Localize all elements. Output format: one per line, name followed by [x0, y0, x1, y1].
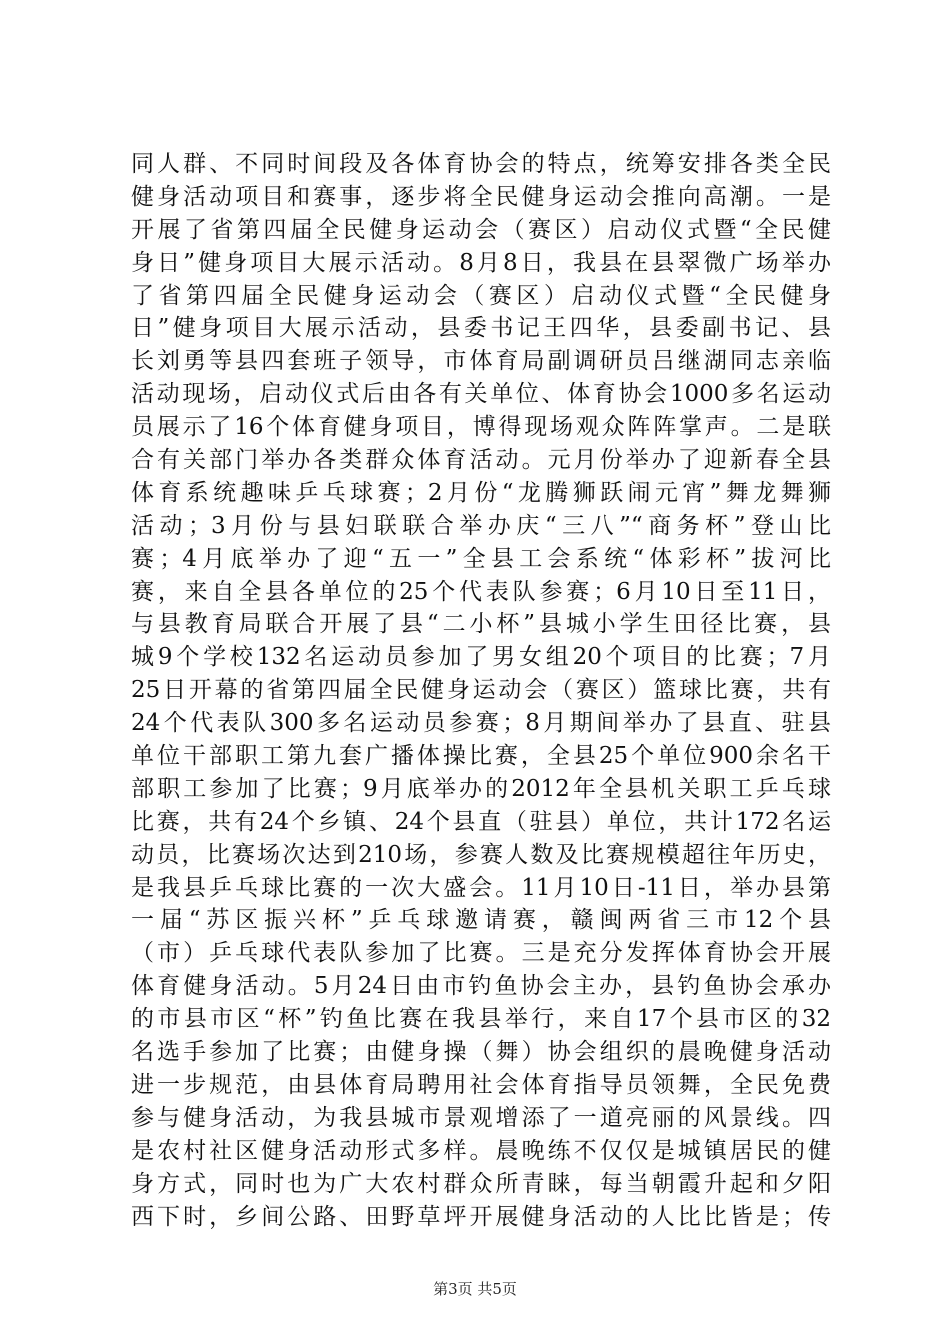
- body-paragraph: [131, 151, 831, 1236]
- text-line: 参与健身活动，为我县城市景观增添了一道亮丽的风景线。四: [131, 1104, 831, 1131]
- text-line: 单位干部职工第九套广播体操比赛，全县25个单位900余名干: [131, 743, 831, 770]
- text-line: 了省第四届全民健身运动会（赛区）启动仪式暨“全民健身: [131, 282, 831, 309]
- text-line: 日”健身项目大展示活动，县委书记王四华，县委副书记、县: [131, 315, 831, 342]
- text-line: 体育健身活动。5月24日由市钓鱼协会主办，县钓鱼协会承办: [131, 973, 831, 1000]
- text-line: 西下时，乡间公路、田野草坪开展健身活动的人比比皆是；传: [131, 1203, 831, 1230]
- text-line: 与县教育局联合开展了县“二小杯”县城小学生田径比赛，县: [131, 611, 831, 638]
- text-line: 员展示了16个体育健身项目，博得现场观众阵阵掌声。二是联: [131, 414, 831, 441]
- text-line: 合有关部门举办各类群众体育活动。元月份举办了迎新春全县: [131, 447, 831, 474]
- text-line: 健身活动项目和赛事，逐步将全民健身运动会推向高潮。一是: [131, 183, 831, 210]
- text-line: 体育系统趣味乒乓球赛；2月份“龙腾狮跃闹元宵”舞龙舞狮: [131, 479, 831, 506]
- page-footer: [0, 1278, 950, 1299]
- text-line: 名选手参加了比赛；由健身操（舞）协会组织的晨晚健身活动: [131, 1039, 831, 1066]
- text-line: 身日”健身项目大展示活动。8月8日，我县在县翠微广场举办: [131, 249, 831, 276]
- text-line: 部职工参加了比赛；9月底举办的2012年全县机关职工乒乓球: [131, 775, 831, 802]
- text-line: 同人群、不同时间段及各体育协会的特点，统筹安排各类全民: [131, 151, 831, 177]
- text-line: 是我县乒乓球比赛的一次大盛会。11月10日-11日，举办县第: [131, 874, 831, 901]
- text-line: 赛；4月底举办了迎“五一”全县工会系统“体彩杯”拔河比: [131, 545, 831, 572]
- text-line: 身方式，同时也为广大农村群众所青睐，每当朝霞升起和夕阳: [131, 1170, 831, 1197]
- text-line: 长刘勇等县四套班子领导，市体育局副调研员吕继湖同志亲临: [131, 348, 831, 375]
- text-line: 是农村社区健身活动形式多样。晨晚练不仅仅是城镇居民的健: [131, 1137, 831, 1164]
- text-line: 的市县市区“杯”钓鱼比赛在我县举行，来自17个县市区的32: [131, 1006, 831, 1033]
- page-number-label: 第3页 共5页: [433, 1280, 517, 1298]
- text-line: 活动现场，启动仪式后由各有关单位、体育协会1000多名运动: [131, 381, 831, 408]
- text-line: （市）乒乓球代表队参加了比赛。三是充分发挥体育协会开展: [131, 940, 831, 967]
- text-line: 一届“苏区振兴杯”乒乓球邀请赛，赣闽两省三市12个县: [131, 907, 831, 934]
- text-line: 动员，比赛场次达到210场，参赛人数及比赛规模超往年历史，: [131, 841, 831, 868]
- text-line: 城9个学校132名运动员参加了男女组20个项目的比赛；7月: [131, 644, 831, 671]
- text-line: 活动；3月份与县妇联联合举办庆“三八”“商务杯”登山比: [131, 512, 831, 539]
- text-line: 赛，来自全县各单位的25个代表队参赛；6月10日至11日，: [131, 578, 831, 605]
- text-line: 24个代表队300多名运动员参赛；8月期间举办了县直、驻县: [131, 710, 831, 737]
- text-line: 25日开幕的省第四届全民健身运动会（赛区）篮球比赛，共有: [131, 677, 831, 704]
- text-line: 比赛，共有24个乡镇、24个县直（驻县）单位，共计172名运: [131, 808, 831, 835]
- text-line: 进一步规范，由县体育局聘用社会体育指导员领舞，全民免费: [131, 1071, 831, 1098]
- text-line: 开展了省第四届全民健身运动会（赛区）启动仪式暨“全民健: [131, 216, 831, 243]
